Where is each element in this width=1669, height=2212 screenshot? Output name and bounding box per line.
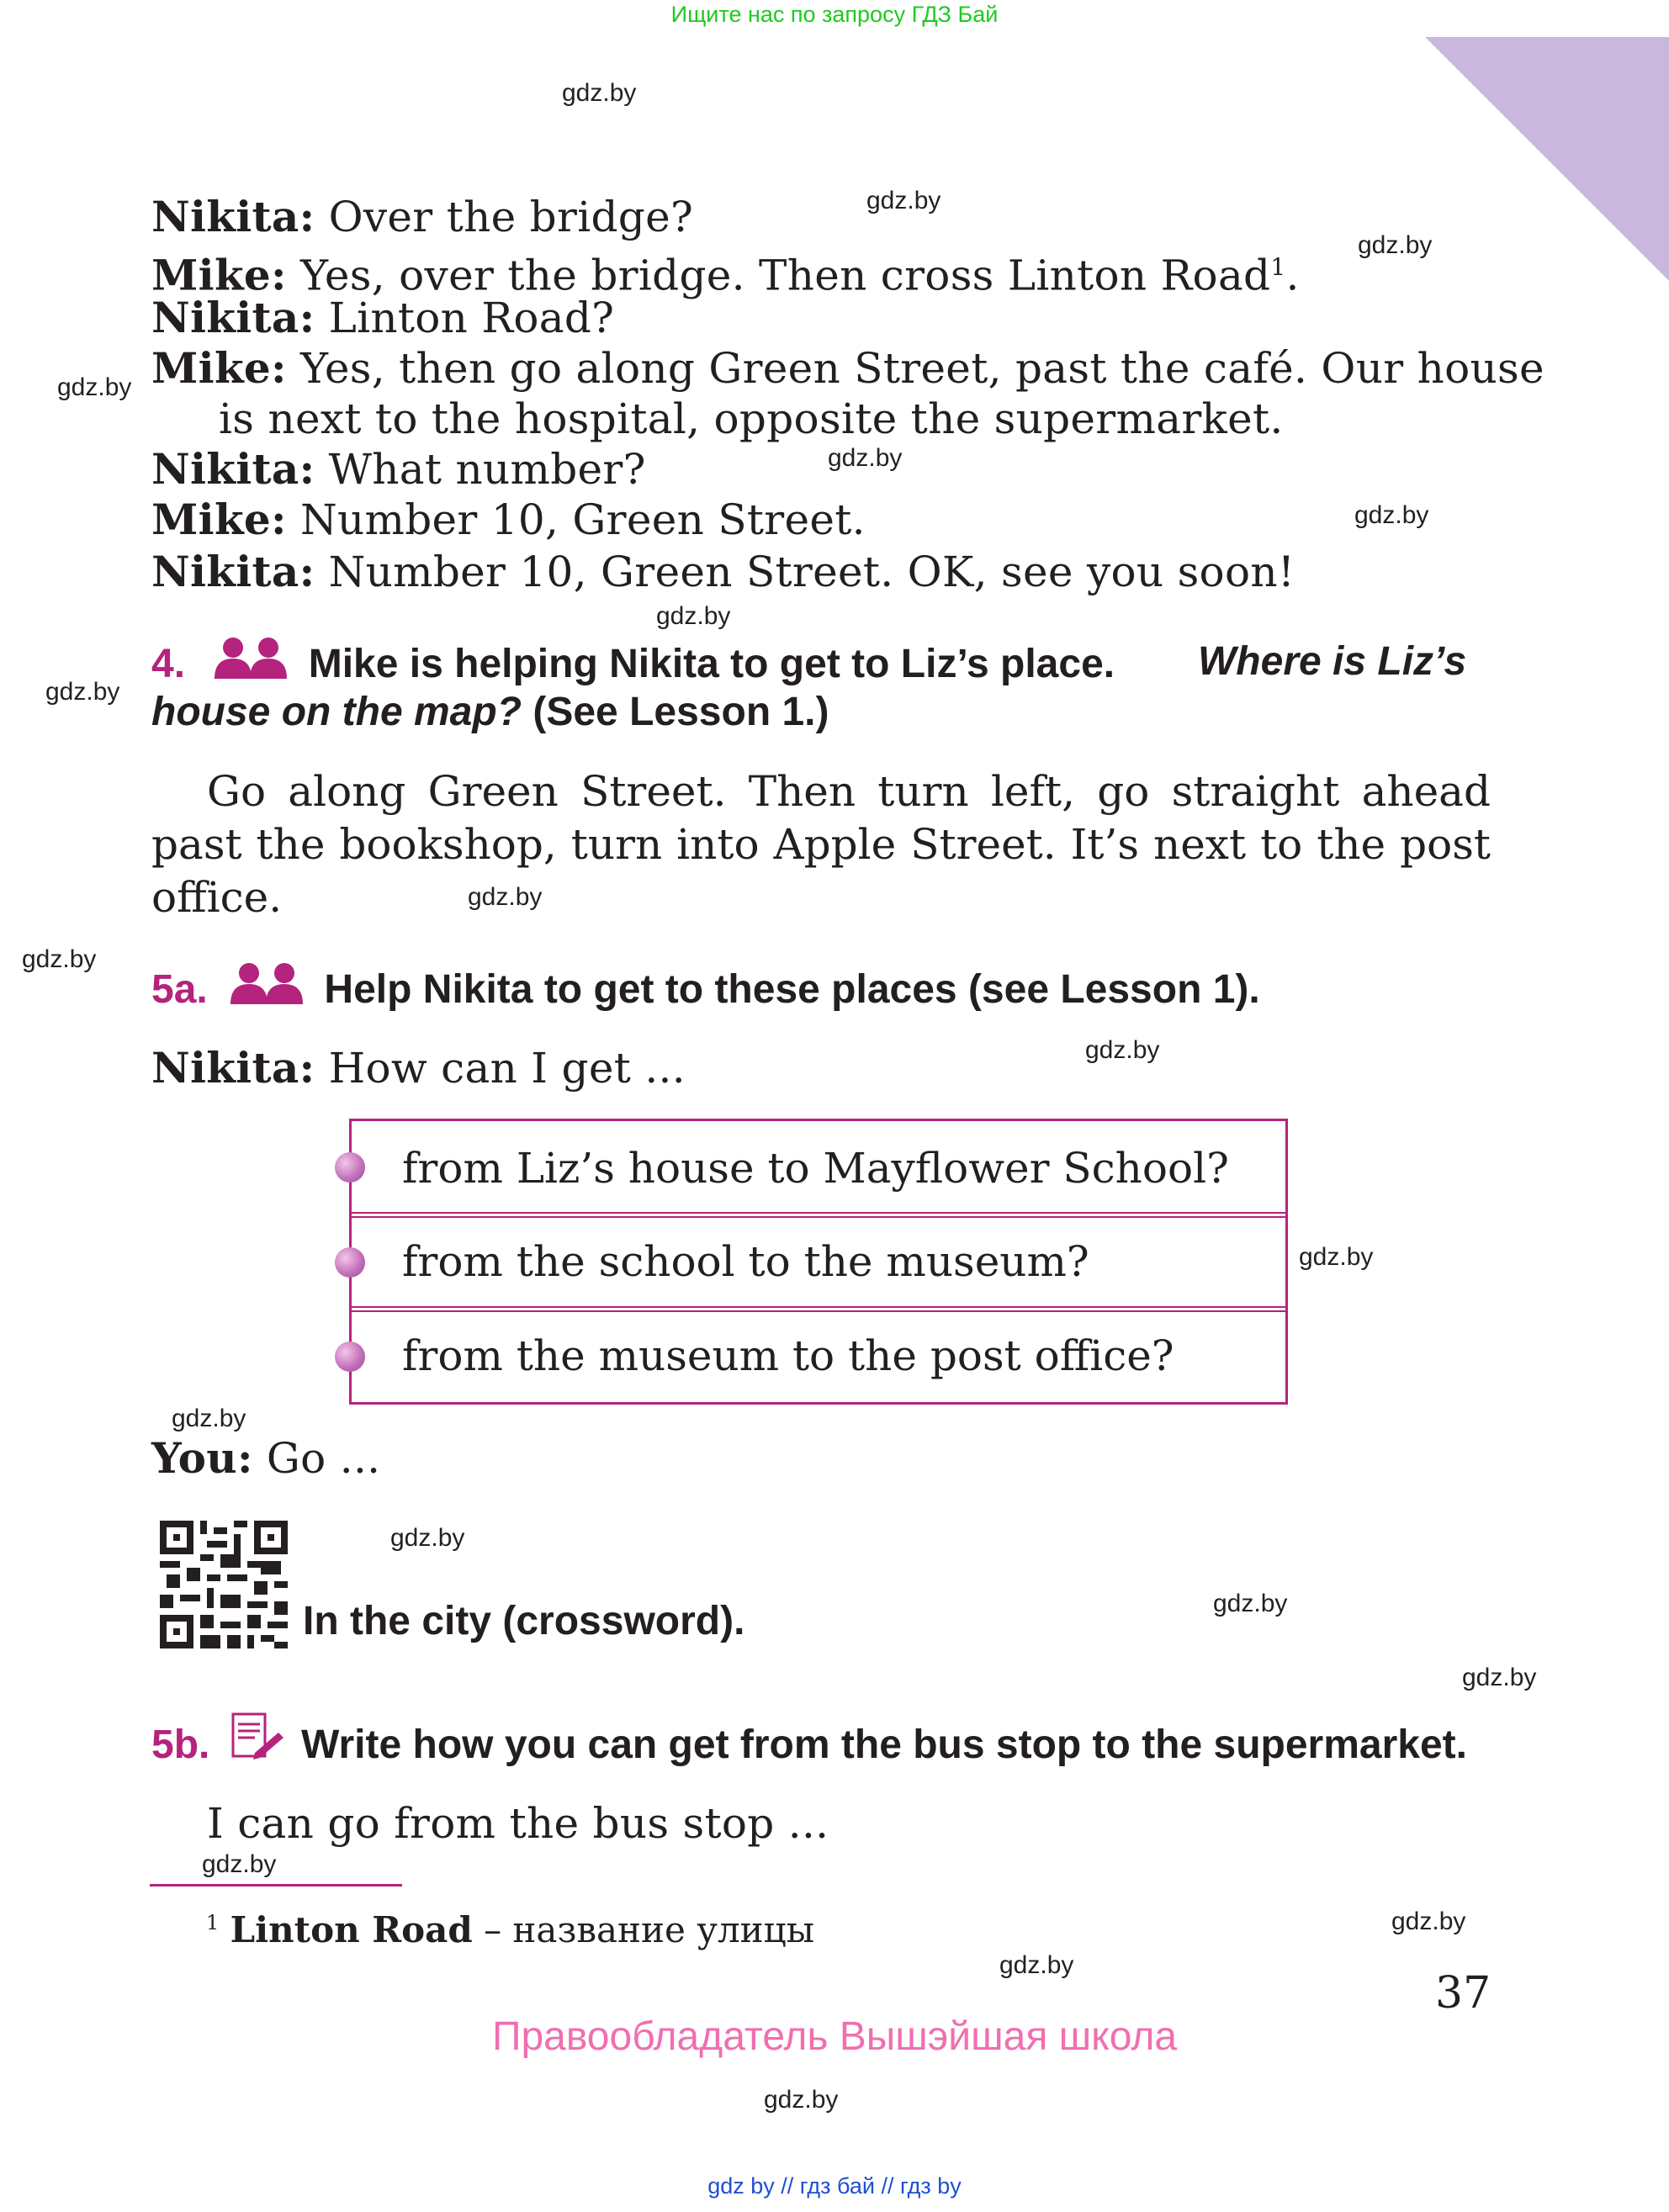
writing-icon [230, 1712, 285, 1763]
watermark: gdz.by [828, 444, 903, 472]
task-number: 5b. [151, 1723, 210, 1767]
prompt-line [151, 1043, 686, 1093]
footnote-divider [150, 1884, 402, 1887]
task-5a-heading [151, 962, 1260, 1015]
watermark: gdz.by [172, 1405, 246, 1432]
watermark: gdz.by [45, 678, 120, 706]
watermark: gdz.by [390, 1524, 465, 1552]
watermark: gdz.by [1358, 231, 1433, 259]
pair-work-icon [213, 637, 290, 680]
line-text: Go ... [252, 1434, 381, 1483]
dialogue-line [151, 293, 614, 343]
dialogue-line [151, 343, 1544, 394]
footnote-definition: – название улицы [472, 1909, 815, 1950]
search-hint[interactable]: Ищите нас по запросу ГДЗ Бай [670, 2, 999, 27]
page-number: 37 [1435, 1968, 1492, 2019]
page-corner-decoration [1425, 37, 1669, 281]
option-text: from Liz’s house to Mayflower School? [402, 1144, 1229, 1193]
qr-caption: In the city (crossword). [303, 1599, 745, 1643]
task-5b-heading [151, 1712, 1467, 1770]
dialogue-line [151, 547, 1295, 597]
watermark: gdz.by [1354, 501, 1429, 529]
speaker: Nikita: [151, 547, 315, 596]
task-number: 4. [151, 642, 186, 686]
option-row [352, 1310, 1285, 1403]
qr-code-icon[interactable] [160, 1521, 288, 1648]
footnote-mark: 1 [206, 1911, 220, 1934]
task-instruction: Write how you can get from the bus stop to the supermarket. [301, 1723, 1467, 1767]
speaker: Nikita: [151, 444, 315, 494]
writing-starter: I can go from the bus stop ... [207, 1799, 829, 1848]
bullet-icon [335, 1152, 365, 1183]
dialogue-line [151, 444, 646, 495]
line-text: Over the bridge? [315, 193, 694, 241]
line-text: What number? [315, 445, 646, 494]
copyright-holder: Правообладатель Вышэйшая школа [491, 2014, 1178, 2059]
task-number: 5a. [151, 967, 208, 1012]
options-box [349, 1119, 1288, 1405]
option-text: from the museum to the post office? [402, 1331, 1174, 1380]
footer-links[interactable]: gdz by // гдз бай // гдз by [707, 2173, 962, 2199]
lesson-reference: (See Lesson 1.) [532, 690, 829, 734]
watermark: gdz.by [1391, 1908, 1466, 1935]
pair-work-icon [229, 962, 306, 1006]
watermark: gdz.by [764, 2086, 839, 2114]
option-text: from the school to the museum? [402, 1237, 1089, 1286]
watermark: gdz.by [562, 79, 637, 107]
watermark: gdz.by [57, 373, 132, 401]
watermark: gdz.by [1085, 1036, 1160, 1064]
dialogue-line [151, 495, 866, 545]
watermark: gdz.by [468, 883, 543, 911]
task-4-question-start: Where is Liz’s [1198, 639, 1467, 684]
line-text: is next to the hospital, opposite the supermarket. [219, 394, 1284, 443]
bullet-icon [335, 1341, 365, 1372]
dialogue-line [151, 192, 693, 242]
watermark: gdz.by [22, 945, 97, 973]
line-text: How can I get ... [315, 1044, 686, 1093]
watermark: gdz.by [1462, 1664, 1537, 1691]
watermark: gdz.by [1299, 1243, 1374, 1271]
line-text: Number 10, Green Street. [286, 495, 866, 544]
watermark: gdz.by [656, 602, 731, 630]
task-instruction: Help Nikita to get to these places (see Lesson 1). [324, 967, 1260, 1012]
watermark: gdz.by [1213, 1590, 1288, 1617]
watermark: gdz.by [202, 1850, 277, 1878]
watermark: gdz.by [866, 187, 941, 214]
footnote-mark: 1 [1270, 253, 1286, 281]
speaker: Nikita: [151, 192, 315, 241]
answer-prompt [151, 1433, 380, 1484]
line-text: Yes, then go along Green Street, past the café. Our house [286, 344, 1544, 393]
footnote [206, 1901, 814, 1952]
option-row [352, 1216, 1285, 1309]
task-4-answer: Go along Green Street. Then turn left, go straight ahead past the bookshop, turn into Apple Street. It’s next to the post office. [151, 767, 1491, 922]
task-4-question: house on the map? (See Lesson 1.) [151, 690, 829, 734]
line-text: Number 10, Green Street. OK, see you soon! [315, 548, 1295, 596]
speaker: Mike: [151, 495, 287, 544]
line-end: . [1285, 251, 1300, 300]
option-row [352, 1121, 1285, 1214]
bullet-icon [335, 1247, 365, 1278]
speaker: You: [151, 1433, 253, 1483]
speaker: Mike: [151, 250, 287, 300]
speaker: Nikita: [151, 1043, 315, 1093]
line-text: Linton Road? [315, 294, 615, 342]
task-instruction: Mike is helping Nikita to get to Liz’s place. [308, 642, 1115, 686]
speaker: Nikita: [151, 293, 315, 342]
speaker: Mike: [151, 343, 287, 393]
dialogue-line [219, 394, 1284, 444]
line-text: Yes, over the bridge. Then cross Linton Road [286, 251, 1271, 300]
watermark: gdz.by [999, 1951, 1074, 1979]
footnote-term: Linton Road [230, 1909, 473, 1950]
